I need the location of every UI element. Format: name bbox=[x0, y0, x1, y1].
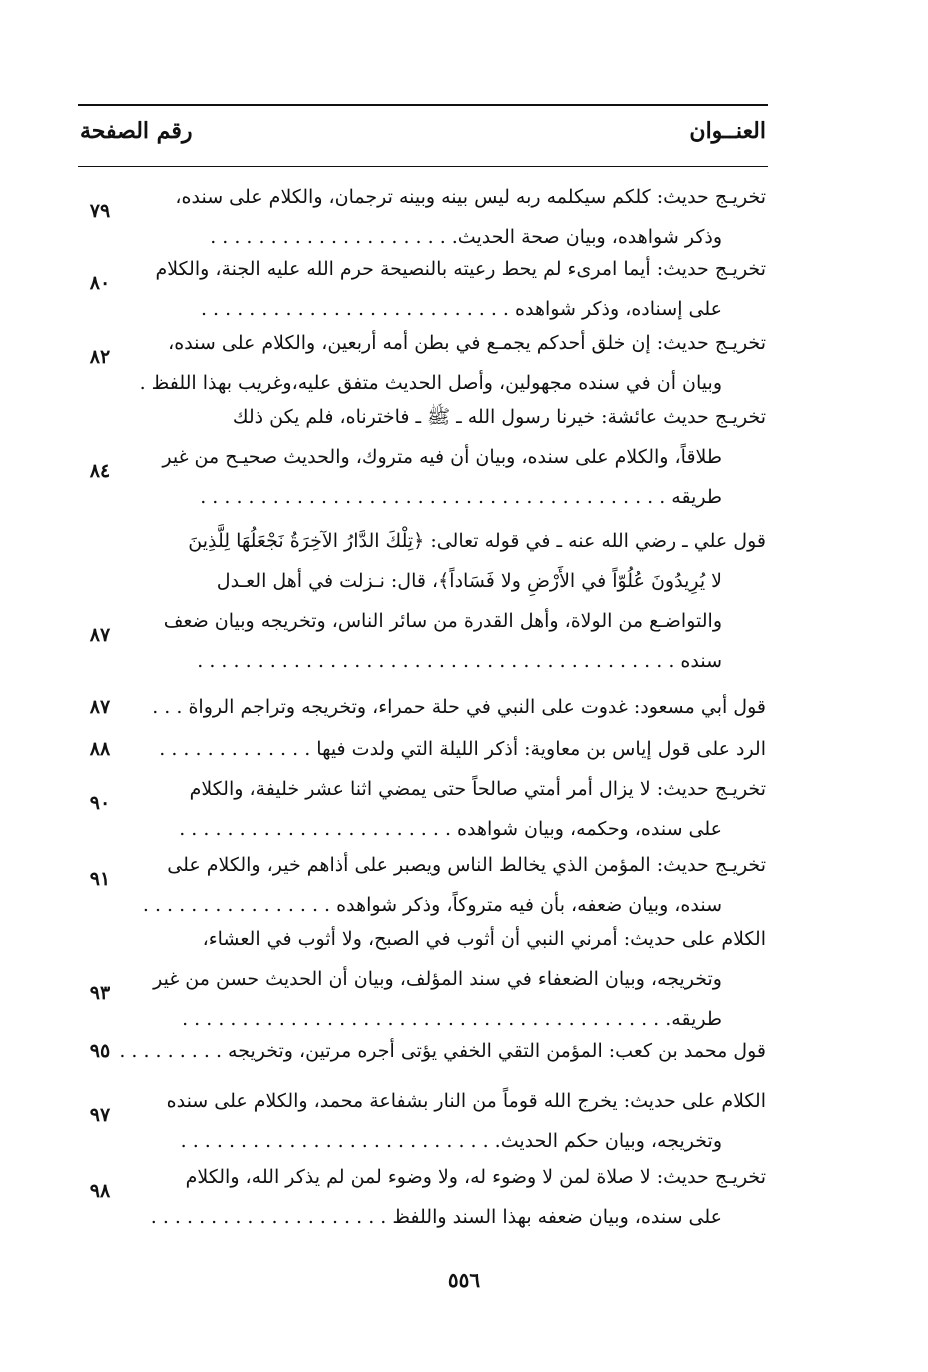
entry-page-number: ٨٢ bbox=[89, 346, 111, 368]
entry-line: الكلام على حديث: يخرج الله قوماً من النار بشفاعة محمد، والكلام على سنده bbox=[166, 1090, 766, 1112]
entry-line: وبيان أن في سنده مجهولين، وأصل الحديث متفق عليه،وغريب بهذا اللفظ . bbox=[139, 372, 722, 394]
entry-line: تخريـج حديث: أيما امرىء لم يحط رعيته بالنصيحة حرم الله عليه الجنة، والكلام bbox=[155, 258, 766, 280]
entry-line: على سنده، وحكمه، وبيان شواهده . . . . . . . . . . . . . . . . . . . . . . . bbox=[179, 818, 722, 840]
entry-line: تخريـج حديث: لا يزال أمر أمتي صالحاً حتى يمضي اثنا عشر خليفة، والكلام bbox=[189, 778, 766, 800]
entry-line: وتخريجه، وبيان الضعفاء في سند المؤلف، وبيان أن الحديث حسن من غير bbox=[153, 968, 722, 990]
entry-page-number: ٨٠ bbox=[89, 272, 111, 294]
page-number: ٥٥٦ bbox=[447, 1268, 481, 1292]
entry-line: قول محمد بن كعب: المؤمن التقي الخفي يؤتى أجره مرتين، وتخريجه . . . . . . . . . bbox=[119, 1040, 766, 1062]
entry-line: وتخريجه، وبيان حكم الحديث. . . . . . . . . . . . . . . . . . . . . . . . . . . bbox=[180, 1130, 722, 1152]
entry-page-number: ٩١ bbox=[89, 868, 111, 890]
entry-line: تخريـج حديث: لا صلاة لمن لا وضوء له، ولا وضوء لمن لم يذكر الله، والكلام bbox=[185, 1166, 766, 1188]
entry-page-number: ٧٩ bbox=[89, 200, 111, 222]
entry-page-number: ٩٠ bbox=[89, 792, 111, 814]
top-rule bbox=[78, 104, 768, 106]
entry-line: تخريـج حديث: المؤمن الذي يخالط الناس ويصبر على أذاهم خير، والكلام على bbox=[167, 854, 766, 876]
entry-page-number: ٨٨ bbox=[89, 738, 111, 760]
entry-line: على إسناده، وذكر شواهده . . . . . . . . . . . . . . . . . . . . . . . . . . bbox=[200, 298, 722, 320]
entry-line: طلاقاً، والكلام على سنده، وبيان أن فيه متروك، والحديث صحيـح من غير bbox=[162, 446, 722, 468]
entry-page-number: ٨٧ bbox=[89, 696, 111, 718]
column-page-header: رقم الصفحة bbox=[80, 118, 193, 144]
entry-line: سنده . . . . . . . . . . . . . . . . . . . . . . . . . . . . . . . . . . . . . . . . bbox=[197, 650, 722, 672]
entry-line: والتواضـع من الولاة، وأهل القدرة من سائر الناس، وتخريجه وبيان ضعف bbox=[163, 610, 722, 632]
entry-page-number: ٩٥ bbox=[89, 1040, 111, 1062]
entry-line: قول علي ـ رضي الله عنه ـ في قوله تعالى: ﴿تِلْكَ الدَّارُ الآخِرَةُ نَجْعَلُهَا لِلَّذِينَ bbox=[188, 530, 766, 552]
entry-page-number: ٨٤ bbox=[89, 460, 111, 482]
entry-line: الكلام على حديث: أمرني النبي أن أثوب في الصبح، ولا أثوب في العشاء، bbox=[202, 928, 766, 950]
entry-page-number: ٨٧ bbox=[89, 624, 111, 646]
entry-line: سنده، وبيان ضعفه، بأن فيه متروكاً، وذكر شواهده . . . . . . . . . . . . . . . . bbox=[142, 894, 722, 916]
entry-line: تخريـج حديث عائشة: خيرنا رسول الله ـ ﷺ ـ فاخترناه، فلم يكن ذلك bbox=[232, 406, 766, 428]
entry-line: وذكر شواهده، وبيان صحة الحديث. . . . . . . . . . . . . . . . . . . . . bbox=[210, 226, 722, 248]
entry-line: لا يُرِيدُونَ عُلُوّاً في الأَرْضِ ولا فَسَاداً﴾، قال: نـزلت في أهل العـدل bbox=[216, 570, 722, 592]
entry-page-number: ٩٧ bbox=[89, 1104, 111, 1126]
entry-line: قول أبي مسعود: غدوت على النبي في حلة حمراء، وتخريجه وتراجم الرواة . . . bbox=[152, 696, 766, 718]
entry-line: على سنده، وبيان ضعفه بهذا السند واللفظ . . . . . . . . . . . . . . . . . . . . bbox=[150, 1206, 722, 1228]
header-rule bbox=[78, 166, 768, 167]
entry-line: تخريـج حديث: إن خلق أحدكم يجمـع في بطن أمه أربعين، والكلام على سنده، bbox=[168, 332, 766, 354]
entry-line: طريقه. . . . . . . . . . . . . . . . . . . . . . . . . . . . . . . . . . . . . . . . . bbox=[182, 1008, 722, 1030]
entry-page-number: ٩٨ bbox=[89, 1180, 111, 1202]
entry-line: طريقه . . . . . . . . . . . . . . . . . . . . . . . . . . . . . . . . . . . . . . . bbox=[200, 486, 722, 508]
entry-line: تخريـج حديث: كلكم سيكلمه ربه ليس بينه وبينه ترجمان، والكلام على سنده، bbox=[175, 186, 766, 208]
entry-page-number: ٩٣ bbox=[89, 982, 111, 1004]
entry-line: الرد على قول إياس بن معاوية: أذكر الليلة التي ولدت فيها . . . . . . . . . . . . . bbox=[159, 738, 766, 760]
column-title-header: العنــوان bbox=[689, 118, 766, 144]
